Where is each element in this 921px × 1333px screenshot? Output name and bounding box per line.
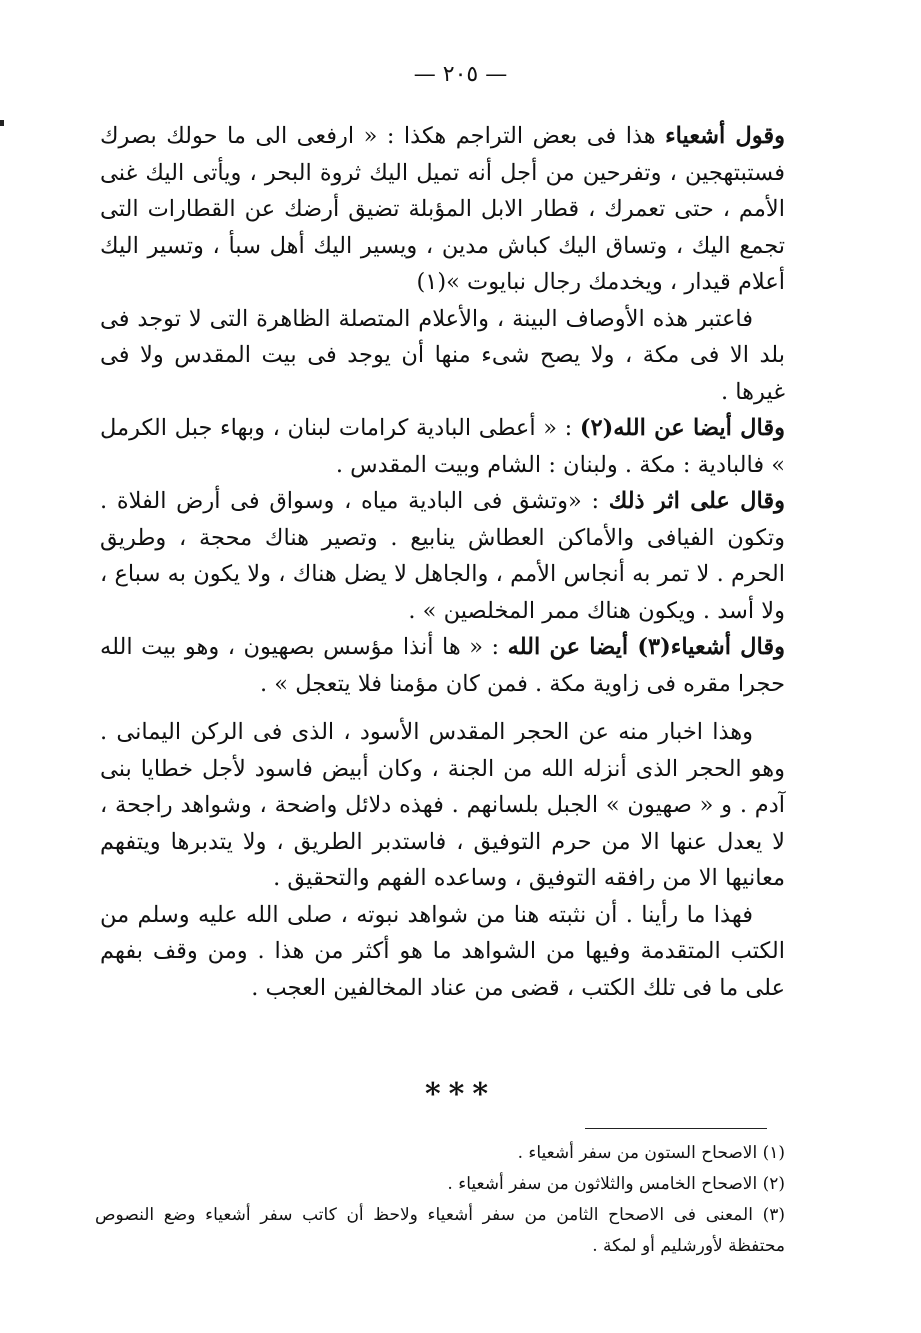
paragraph — [100, 410, 785, 483]
page-number: — ٢٠٥ — — [413, 62, 508, 87]
paragraph-lead: وقال أشعياء(٣) أيضا عن الله — [507, 634, 785, 660]
paragraph-text: : « ها أنذا مؤسس بصهيون ، وهو بيت الله حجرا مقره فى زاوية مكة . فمن كان مؤمنا فلا يتعجل » . — [100, 634, 785, 697]
paragraph — [100, 714, 785, 897]
footnote-rule — [585, 1128, 767, 1129]
paragraph — [100, 118, 785, 301]
paragraph — [100, 897, 785, 1007]
footnotes — [95, 1138, 785, 1262]
margin-mark — [0, 120, 4, 126]
paragraph — [100, 629, 785, 702]
paragraph-text: فهذا ما رأينا . أن نثبته هنا من شواهد نبوته ، صلى الله عليه وسلم من الكتب المتقدمة وفيها من الشواهد ما هو أكثر من هذا . ومن وقف بفهم على ما فى تلك الكتب ، قضى من عناد المخالفين العجب . — [100, 901, 785, 1001]
paragraph-text: : « أعطى البادية كرامات لبنان ، وبهاء جبل الكرمل » فالبادية : مكة . ولبنان : الشام وبيت المقدس . — [100, 415, 785, 478]
paragraph — [100, 301, 785, 411]
main-text — [100, 118, 785, 1006]
footnote: (٣) المعنى فى الاصحاح الثامن من سفر أشعياء ولاحظ أن كاتب سفر أشعياء وضع النصوص محتفظة لأورشليم أو لمكة . — [95, 1205, 785, 1256]
paragraph — [100, 483, 785, 629]
paragraph-text: هذا فى بعض التراجم هكذا : « ارفعى الى ما حولك بصرك فستبتهجين ، وتفرحين من أجل أنه تميل اليك ثروة البحر ، ويأتى اليك غنى الأمم ، حتى تعمرك ، قطار الابل المؤبلة تضيق أرضك عن القطارات التى تجمع اليك ، وتساق اليك كباش مدين ، ويسير اليك أهل سبأ ، وتسير اليك أعلام قيدار ، ويخدمك رجال نبايوت »(١) — [100, 123, 785, 295]
section-separator: *** — [424, 1077, 497, 1112]
footnote: (٢) الاصحاح الخامس والثلاثون من سفر أشعياء . — [447, 1174, 785, 1194]
paragraph-lead: وقال على اثر ذلك — [608, 488, 785, 514]
paragraph-lead: وقال أيضا عن الله(٢) — [579, 415, 785, 441]
paragraph-text: وهذا اخبار منه عن الحجر المقدس الأسود ، الذى فى الركن اليمانى . وهو الحجر الذى أنزله الله من الجنة ، وكان أبيض فاسود لأجل خطايا بنى آدم . و « صهيون » الجبل بلسانهم . فهذه دلائل واضحة ، وشواهد راجحة ، لا يعدل عنها الا من حرم التوفيق ، فاستدبر الطريق ، ولا يتدبرها ويتفهم معانيها الا من رافقه التوفيق ، وساعده الفهم والتحقيق . — [100, 719, 785, 891]
paragraph-lead: وقول أشعياء — [665, 123, 786, 149]
paragraph-text: : «وتشق فى البادية مياه ، وسواق فى أرض الفلاة . وتكون الفيافى والأماكن العطاش ينابيع . وتصير هناك محجة ، وطريق الحرم . لا تمر به أنجاس الأمم ، والجاهل لا يضل هناك ، ولا يكون به سباع ، ولا أسد . ويكون هناك ممر المخلصين » . — [100, 488, 785, 624]
paragraph-text: فاعتبر هذه الأوصاف البينة ، والأعلام المتصلة الظاهرة التى لا توجد فى بلد الا فى مكة ، ولا يصح شىء منها أن يوجد فى بيت المقدس ولا فى غيرها . — [100, 305, 785, 405]
footnote: (١) الاصحاح الستون من سفر أشعياء . — [517, 1143, 785, 1163]
